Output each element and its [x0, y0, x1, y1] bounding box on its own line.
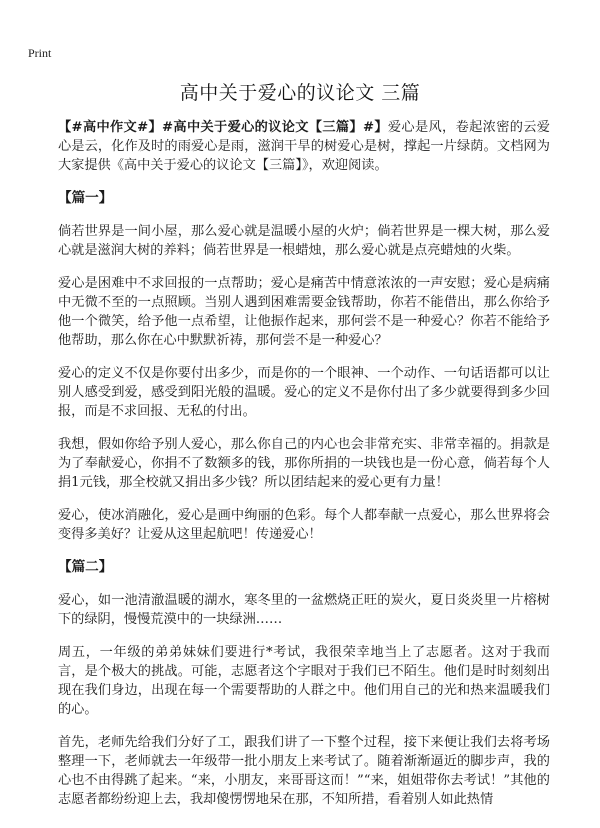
section-1-paragraph-2: 爱心是困难中不求回报的一点帮助；爱心是痛苦中情意浓浓的一声安慰；爱心是病痛中无微不至的一点照顾。当别人遇到困难需要金钱帮助，你若不能借出，那么你给予他一个微笑，给予他一点希望，让他振作起来，那何尝不是一种爱心？你若不能给予他帮助，那么你在心中默默祈祷，那何尝不是一种爱心？ [58, 276, 550, 348]
section-1-paragraph-3: 爱心的定义不仅是你要付出多少，而是你的一个眼神、一个动作、一句话语都可以让别人感受到爱，感受到阳光般的温暖。爱心的定义不是你付出了多少就要得到多少回报，而是不求回报、无私的付出。 [58, 366, 550, 419]
section-1-paragraph-1: 倘若世界是一间小屋，那么爱心就是温暖小屋的火炉；倘若世界是一棵大树，那么爱心就是滋润大树的养料；倘若世界是一根蜡烛，那么爱心就是点亮蜡烛的火柴。 [58, 224, 550, 258]
section-2-paragraph-1: 爱心，如一池清澈温暖的湖水，寒冬里的一盆燃烧正旺的炭火，夏日炎炎里一片榕树下的绿阴，慢慢荒漠中的一块绿洲…… [58, 593, 550, 627]
page-title: 高中关于爱心的议论文 三篇 [179, 82, 421, 104]
section-2-paragraph-2: 周五，一年级的弟弟妹妹们要进行*考试，我很荣幸地当上了志愿者。这对于我而言，是个极大的挑战。可能，志愿者这个字眼对于我们已不陌生。他们是时时刻刻出现在我们身边，出现在每一个需要帮助的人群之中。他们用自己的光和热来温暖我们的心。 [58, 645, 550, 717]
print-link[interactable]: Print [28, 46, 52, 60]
article-body [58, 118, 550, 823]
intro-paragraph [58, 118, 550, 175]
section-2-paragraph-3: 首先，老师先给我们分好了工，跟我们讲了一下整个过程，接下来便让我们去将考场整理一下，老师就去一年级带一批小朋友上来考试了。随着渐渐逼近的脚步声，我的心也不由得跳了起来。“来，小朋友，来哥哥这而！”“来，姐姐带你去考试！”其他的志愿者都纷纷迎上去，我却傻愣愣地呆在那，不知所措，看着别人如此热情 [58, 735, 550, 807]
section-heading-2: 【篇二】 [58, 559, 113, 575]
section-heading-1: 【篇一】 [58, 190, 113, 206]
intro-lead: 【#高中作文#】#高中关于爱心的议论文【三篇】#】 [58, 120, 388, 135]
intro-text: 爱心是风，卷起浓密的云爱心是云，化作及时的雨爱心是雨，滋润干旱的树爱心是树，撑起一片绿荫。文档网为大家提供《高中关于爱心的议论文【三篇】》，欢迎阅读。 [58, 120, 550, 173]
section-1-paragraph-4: 我想，假如你给予别人爱心，那么你自己的内心也会非常充实、非常幸福的。捐款是为了奉献爱心，你捐不了数额多的钱，那你所捐的一块钱也是一份心意，倘若每个人捐1元钱，那全校就又捐出多少钱？所以团结起来的爱心更有力量！ [58, 437, 550, 490]
section-1-paragraph-5: 爱心，使冰消融化，爱心是画中绚丽的色彩。每个人都奉献一点爱心，那么世界将会变得多美好？让爱从这里起航吧！传递爱心！ [58, 508, 550, 542]
